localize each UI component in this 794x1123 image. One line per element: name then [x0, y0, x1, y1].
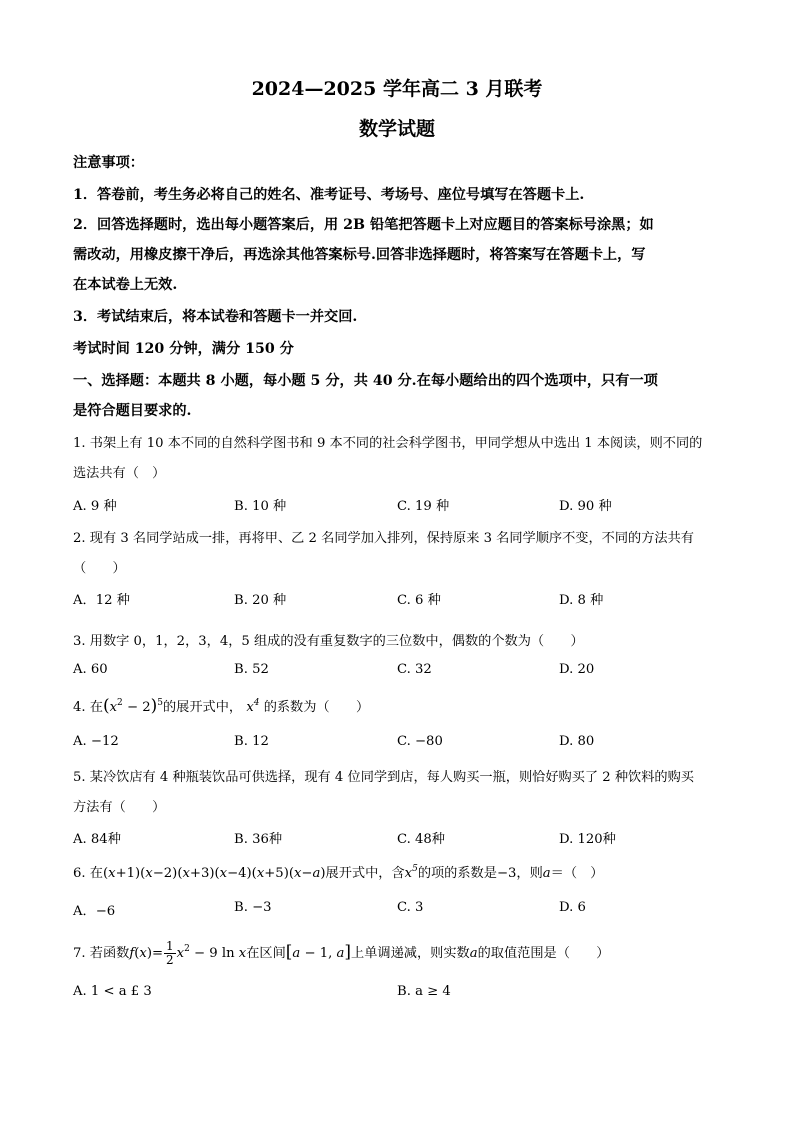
- q6-option-c: C. 3: [397, 900, 424, 915]
- q5-line-1: 5. 某冷饮店有 4 种瓶装饮品可供选择，现有 4 位同学到店，每人购买一瓶，则恰好购买了 2 种饮料的购买: [73, 770, 694, 785]
- q2-option-a: A．12 种: [73, 593, 130, 608]
- exam-time: 考试时间 120 分钟，满分 150 分: [73, 341, 294, 357]
- note-2-line-1: 2．回答选择题时，选出每小题答案后，用 2B 铅笔把答题卡上对应题目的答案标号涂黑；如: [73, 217, 654, 233]
- q6-expression: (x+1)(x−2)(x+3)(x−4)(x+5)(x−a): [102, 866, 326, 881]
- note-3: 3．考试结束后，将本试卷和答题卡一并交回.: [73, 309, 358, 325]
- exam-subtitle: 数学试题: [358, 118, 435, 140]
- q5-option-b: B. 36种: [234, 832, 283, 847]
- note-2-line-3: 在本试卷上无效.: [73, 277, 178, 293]
- section-1-line-1: 一、选择题：本题共 8 小题，每小题 5 分，共 40 分.在每小题给出的四个选项中，只有一项: [73, 373, 658, 389]
- q6-option-d: D. 6: [559, 900, 586, 915]
- q1-option-b: B. 10 种: [234, 499, 287, 514]
- q2-option-c: C. 6 种: [397, 593, 441, 608]
- q6-then: ，则: [516, 866, 543, 881]
- q6-line-1: [73, 862, 603, 881]
- q2-option-d: D. 8 种: [559, 593, 604, 608]
- q1-line-2: 选法共有（ ）: [73, 466, 166, 481]
- q7-middle: 在区间: [246, 946, 286, 961]
- q3-line-1: 3. 用数字 0，1，2，3，4，5 组成的没有重复数字的三位数中，偶数的个数为（ ）: [73, 634, 584, 649]
- q7-suffix: 的取值范围是（ ）: [477, 946, 610, 961]
- q4-expression: $(x^2 - 2)^5$: [102, 696, 163, 716]
- q7-prefix: 7. 若函数: [73, 946, 130, 961]
- q4-option-a: A. −12: [73, 734, 119, 749]
- q6-coef-text: 的项的系数是: [417, 866, 497, 881]
- q1-option-a: A. 9 种: [73, 499, 117, 514]
- q3-option-c: C. 32: [397, 662, 432, 677]
- q7-line-1: [73, 940, 609, 967]
- q1-line-1: 1. 书架上有 10 本不同的自然科学图书和 9 本不同的社会科学图书，甲同学想从中选出 1 本阅读，则不同的: [73, 436, 703, 451]
- q7-interval: [a − 1, a]: [285, 942, 352, 962]
- q2-line-1: 2. 现有 3 名同学站成一排，再将甲、乙 2 名同学加入排列，保持原来 3 名同学顺序不变，不同的方法共有: [73, 531, 694, 546]
- q7-option-b: B. a ≥ 4: [397, 984, 451, 999]
- q6-coef-value: −3: [496, 866, 517, 881]
- exam-title: 2024—2025 学年高二 3 月联考: [251, 78, 543, 100]
- q4-term: $x^4$: [246, 698, 260, 715]
- q1-option-c: C. 19 种: [397, 499, 450, 514]
- q5-line-2: 方法有（ ）: [73, 800, 166, 815]
- q4-middle: 的展开式中，: [162, 700, 243, 715]
- q5-option-c: C. 48种: [397, 832, 445, 847]
- q6-term: $x^5$: [404, 864, 418, 881]
- q7-post: 上单调递减，则实数: [351, 946, 470, 961]
- q4-suffix: 的系数为（ ）: [263, 700, 370, 715]
- note-1: 1．答卷前，考生务必将自己的姓名、准考证号、考场号、座位号填写在答题卡上.: [73, 187, 585, 203]
- q4-prefix: 4. 在: [73, 700, 103, 715]
- q4-option-d: D. 80: [559, 734, 595, 749]
- q2-line-2: （ ）: [73, 561, 126, 576]
- q4-option-c: C. −80: [397, 734, 443, 749]
- q4-option-b: B. 12: [234, 734, 269, 749]
- q6-suffix: ＝（ ）: [550, 866, 604, 881]
- q4-line-1: [73, 696, 369, 716]
- q6-option-a: A．−6: [73, 904, 116, 919]
- q6-prefix: 6. 在: [73, 866, 103, 881]
- q3-option-b: B. 52: [234, 662, 269, 677]
- q6-option-b: B. −3: [234, 900, 272, 915]
- notes-heading: 注意事项：: [73, 155, 144, 171]
- q7-variable: a: [469, 946, 478, 961]
- q2-option-b: B. 20 种: [234, 593, 287, 608]
- q5-option-d: D. 120种: [559, 832, 616, 847]
- q6-middle: 展开式中，含: [325, 866, 405, 881]
- q5-option-a: A. 84种: [73, 832, 121, 847]
- q1-option-d: D. 90 种: [559, 499, 612, 514]
- q3-option-a: A. 60: [73, 662, 108, 677]
- note-2-line-2: 需改动，用橡皮擦干净后，再选涂其他答案标号.回答非选择题时，将答案写在答题卡上，写: [73, 247, 646, 263]
- q3-option-d: D. 20: [559, 662, 595, 677]
- section-1-line-2: 是符合题目要求的.: [73, 403, 192, 419]
- q6-variable: a: [542, 866, 551, 881]
- q7-option-a: A. 1 < a £ 3: [73, 984, 152, 999]
- q7-function: f(x)= $\frac{1}{2}$ $x^2 - 9$ ln x: [129, 939, 247, 967]
